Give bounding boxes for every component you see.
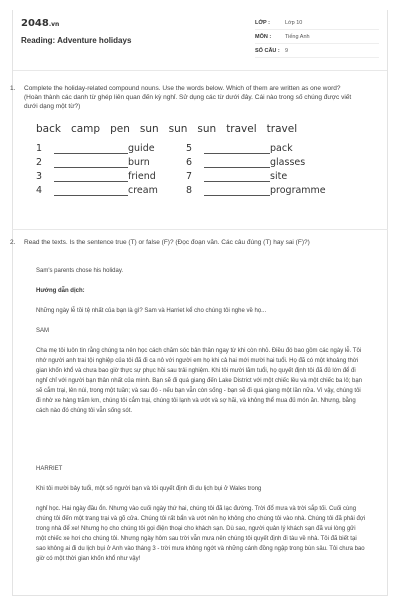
translation-heading: Hướng dẫn dịch: (36, 288, 85, 294)
item-word: burn (128, 157, 150, 168)
answer-blank[interactable] (54, 195, 128, 196)
meta-label: LỚP : (255, 19, 270, 26)
item-word: cream (128, 185, 158, 196)
translation-intro: Những ngày lễ tồi tệ nhất của bạn là gì? Sam và Harriet kể cho chúng tôi nghe về họ... (36, 308, 267, 314)
meta-value: 9 (285, 47, 289, 54)
sam-heading: SAM (36, 328, 50, 334)
page-title: Reading: Adventure holidays (21, 36, 132, 45)
exercise-row (36, 185, 336, 199)
word-bank (36, 123, 336, 135)
site-logo[interactable] (21, 18, 59, 29)
true-false-statement: Sam's parents chose his holiday. (36, 268, 124, 274)
word-bank-item: sun (197, 123, 217, 135)
question-text: Complete the holiday-related compound nouns. Use the words below. Which of them are written as one word? (Hoàn thành các danh từ ghép liên quan đến kỳ nghỉ. Sử dụng các từ dưới đây. Cái nào trong số chúng được viết dưới dạng một từ?) (24, 85, 352, 110)
exercise-grid (36, 143, 336, 199)
item-word: guide (128, 143, 155, 154)
word-bank-item: travel (266, 123, 298, 135)
logo-number: 2048 (21, 18, 49, 29)
compound-noun-exercise (36, 123, 336, 199)
logo-domain: .vn (48, 21, 60, 28)
exercise-row (36, 157, 336, 171)
question-text: Read the texts. Is the sentence true (T) or false (F)? (Đọc đoạn văn. Các câu đúng (T) hay sai (F)?) (24, 239, 310, 246)
question-number: 2. (10, 239, 16, 246)
item-number: 2 (36, 157, 43, 168)
answer-blank[interactable] (204, 181, 270, 182)
harriet-heading: HARRIET (36, 466, 63, 472)
answer-blank[interactable] (204, 167, 270, 168)
item-number: 4 (36, 185, 43, 196)
answer-blank[interactable] (204, 195, 270, 196)
meta-value: Lớp 10 (285, 19, 303, 26)
word-bank-item: back (36, 123, 61, 135)
item-number: 3 (36, 171, 43, 182)
meta-value: Tiếng Anh (285, 33, 310, 40)
sam-paragraph: Cha mẹ tôi luôn tin rằng chúng ta nên học cách chăm sóc bản thân ngay từ khi còn nhỏ. Điều đó bao gồm các ngày lễ. Tôi nhớ người anh trai tội nghiệp của tôi đã đi ca nô với người em họ khi cả hai mới mười hai tuổi. Họ đã có một khoảng thời gian khốn khổ và chưa bao giờ thực sự phục hồi sau trải nghiệm. Khi tôi mười lăm tuổi, họ quyết định tôi đã đủ lớn để đi nghỉ chỉ với người bạn thân nhất của mình. Bạn sẽ đi quá giang đến Lake District với một chiếc lều và một chiếc ba lô; bạn sẽ cắm trại, lên núi, trong một tuần; và sau đó - nếu bạn vẫn còn sống - bạn sẽ đi quá giang một lần nữa. Vì vậy, chúng tôi đi nhờ xe hàng trăm km, chúng tôi cắm trại, chúng tôi lạnh và ướt và sợ hãi, và không thể mua đủ món ăn. Nhưng, bằng cách nào đó chúng tôi vẫn sống sót. (36, 348, 363, 414)
item-word: friend (128, 171, 156, 182)
item-word: site (270, 171, 288, 182)
question-number: 1. (10, 85, 16, 92)
section-divider (12, 229, 388, 230)
item-number: 8 (186, 185, 193, 196)
meta-table (255, 16, 379, 58)
word-bank-item: travel (226, 123, 257, 135)
meta-row-subject (255, 30, 379, 44)
item-number: 7 (186, 171, 193, 182)
answer-blank[interactable] (54, 167, 128, 168)
item-word: pack (270, 143, 293, 154)
word-bank-item: pen (110, 123, 130, 135)
answer-blank[interactable] (204, 153, 270, 154)
harriet-lead: Khi tôi mười bảy tuổi, một số người bạn và tôi quyết định đi du lịch bụi ở Wales trong (36, 486, 262, 492)
answer-blank[interactable] (54, 153, 128, 154)
item-word: programme (270, 185, 326, 196)
exercise-row (36, 171, 336, 185)
meta-row-count (255, 44, 379, 58)
page-header (13, 10, 387, 71)
meta-row-class (255, 16, 379, 30)
harriet-paragraph: nghỉ học. Hai ngày đầu ổn. Nhưng vào cuối ngày thứ hai, chúng tôi đã lạc đường. Trời đổ mưa và trời sắp tối. Cuối cùng chúng tôi đến một trang trại và gõ cửa. Chúng tôi rất bẩn và ướt nên họ không cho chúng tôi vào nhà. Chúng tôi đã phải đợi trong nhà để xe! Nhưng họ cho chúng tôi gọi điện thoại cho khách sạn. Dù sao, người quản lý khách sạn đã vui lòng gửi một chiếc xe hơi cho chúng tôi. Nhưng ngày hôm sau trời vẫn mưa nên chúng tôi quyết định đi tàu về nhà. Tôi đã biết tại sao không ai đi du lịch bụi ở Anh vào tháng 3 - trời mưa không ngớt và những cánh đồng ngập trong bùn sâu. Tôi chưa bao giờ có một thời gian khốn khổ như vậy! (36, 506, 366, 562)
word-bank-item: camp (70, 123, 101, 135)
word-bank-item: sun (139, 123, 159, 135)
meta-label: MÔN : (255, 33, 272, 40)
word-bank-item: sun (168, 123, 188, 135)
answer-blank[interactable] (54, 181, 128, 182)
meta-label: SỐ CÂU : (255, 47, 280, 54)
exercise-row (36, 143, 336, 157)
item-word: glasses (270, 157, 306, 168)
item-number: 5 (186, 143, 193, 154)
item-number: 1 (36, 143, 43, 154)
item-number: 6 (186, 157, 193, 168)
